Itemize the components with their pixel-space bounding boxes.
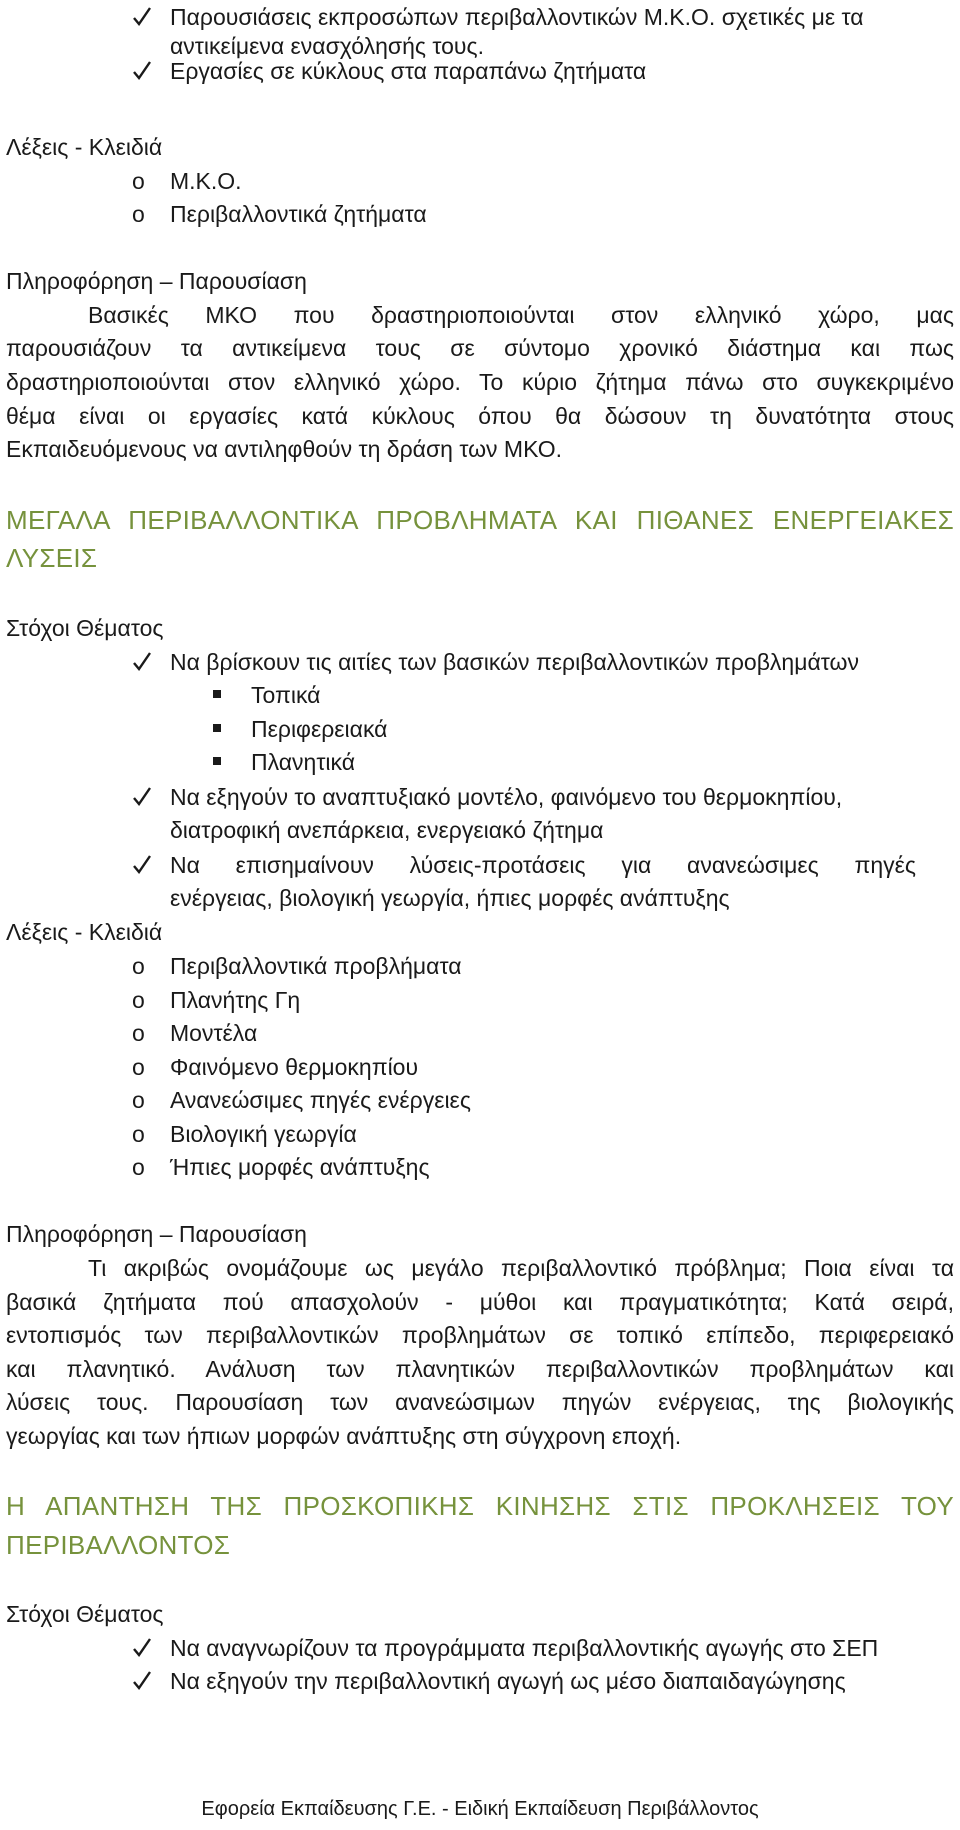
section-heading: Η ΑΠΑΝΤΗΣΗ ΤΗΣ ΠΡΟΣΚΟΠΙΚΗΣ ΚΙΝΗΣΗΣ ΣΤΙΣ ΠΡΟΚΛΗΣΕΙΣ ΤΟΥ <box>6 1491 954 1521</box>
paragraph-line: παρουσιάζουν τα αντικείμενα τους σε σύντομο χρονικό διάστημα και πως <box>6 335 954 361</box>
circle-bullet-icon: o <box>132 1054 145 1080</box>
page-footer: Εφορεία Εκπαίδευσης Γ.Ε. - Ειδική Εκπαίδευση Περιβάλλοντος <box>201 1798 759 1820</box>
info-label: Πληροφόρηση – Παρουσίαση <box>6 1221 307 1247</box>
paragraph-line: Βασικές ΜΚΟ που δραστηριοποιούνται στον ελληνικό χώρο, μας <box>88 302 954 328</box>
goals-label: Στόχοι Θέματος <box>6 1601 164 1627</box>
keyword-text: Ήπιες μορφές ανάπτυξης <box>170 1154 430 1180</box>
goals-label: Στόχοι Θέματος <box>6 615 164 641</box>
checkmark-icon <box>132 0 152 34</box>
paragraph-line: βασικά ζητήματα πού απασχολούν - μύθοι και πραγματικότητα; Κατά σειρά, <box>6 1289 954 1315</box>
keyword-text: Μ.Κ.Ο. <box>170 168 242 194</box>
square-bullet-icon <box>213 757 221 765</box>
keywords-label: Λέξεις - Κλειδιά <box>6 919 163 945</box>
section-heading: ΛΥΣΕΙΣ <box>6 543 98 573</box>
paragraph-line: και πλανητικό. Ανάλυση των πλανητικών περιβαλλοντικών προβλημάτων και <box>6 1356 954 1382</box>
square-bullet-icon <box>213 724 221 732</box>
keyword-text: Ανανεώσιμες πηγές ενέργειες <box>170 1087 471 1113</box>
checklist-item-text: Παρουσιάσεις εκπροσώπων περιβαλλοντικών Μ.Κ.Ο. σχετικές με τα <box>170 4 864 30</box>
checkmark-icon <box>132 54 152 88</box>
checkmark-icon <box>132 1664 152 1698</box>
checklist-item-text: Να επισημαίνουν λύσεις-προτάσεις για ανανεώσιμες πηγές <box>170 852 916 878</box>
keyword-text: Περιβαλλοντικά ζητήματα <box>170 201 427 227</box>
checkmark-icon <box>132 1631 152 1665</box>
paragraph-line: Εκπαιδευόμενους να αντιληφθούν τη δράση των ΜΚΟ. <box>6 436 563 462</box>
paragraph-line: γεωργίας και των ήπιων μορφών ανάπτυξης στη σύγχρονη εποχή. <box>6 1423 682 1449</box>
paragraph-line: λύσεις τους. Παρουσίαση των ανανεώσιμων πηγών ενέργειας, της βιολογικής <box>6 1389 954 1415</box>
checklist-item-continuation: ενέργειας, βιολογική γεωργία, ήπιες μορφές ανάπτυξης <box>170 885 730 911</box>
circle-bullet-icon: o <box>132 201 145 227</box>
checklist-item-text: Να εξηγούν το αναπτυξιακό μοντέλο, φαινόμενο του θερμοκηπίου, <box>170 784 843 810</box>
checkmark-icon <box>132 645 152 679</box>
sub-item-text: Τοπικά <box>251 682 321 708</box>
sub-item-text: Περιφερειακά <box>251 716 388 742</box>
checkmark-icon <box>132 848 152 882</box>
checkmark-icon <box>132 780 152 814</box>
circle-bullet-icon: o <box>132 1121 145 1147</box>
section-heading: ΠΕΡΙΒΑΛΛΟΝΤΟΣ <box>6 1530 231 1560</box>
paragraph-line: θέμα είναι οι εργασίες κατά κύκλους όπου θα δώσουν τη δυνατότητα στους <box>6 403 954 429</box>
circle-bullet-icon: o <box>132 1020 145 1046</box>
checklist-item-text: Να αναγνωρίζουν τα προγράμματα περιβαλλοντικής αγωγής στο ΣΕΠ <box>170 1635 879 1661</box>
sub-item-text: Πλανητικά <box>251 749 356 775</box>
checklist-item-continuation: διατροφική ανεπάρκεια, ενεργειακό ζήτημα <box>170 817 604 843</box>
paragraph-line: δραστηριοποιούνται στον ελληνικό χώρο. Το κύριο ζήτημα πάνω στο συγκεκριμένο <box>6 369 954 395</box>
info-label: Πληροφόρηση – Παρουσίαση <box>6 268 307 294</box>
square-bullet-icon <box>213 690 221 698</box>
checklist-item-text: Να εξηγούν την περιβαλλοντική αγωγή ως μέσο διαπαιδαγώγησης <box>170 1668 846 1694</box>
circle-bullet-icon: o <box>132 953 145 979</box>
circle-bullet-icon: o <box>132 1087 145 1113</box>
circle-bullet-icon: o <box>132 1154 145 1180</box>
keyword-text: Μοντέλα <box>170 1020 258 1046</box>
paragraph-line: Τι ακριβώς ονομάζουμε ως μεγάλο περιβαλλοντικό πρόβλημα; Ποια είναι τα <box>88 1255 954 1281</box>
section-heading: ΜΕΓΑΛΑ ΠΕΡΙΒΑΛΛΟΝΤΙΚΑ ΠΡΟΒΛΗΜΑΤΑ ΚΑΙ ΠΙΘΑΝΕΣ ΕΝΕΡΓΕΙΑΚΕΣ <box>6 505 954 535</box>
checklist-item-text: Να βρίσκουν τις αιτίες των βασικών περιβαλλοντικών προβλημάτων <box>170 649 859 675</box>
paragraph-line: εντοπισμός των περιβαλλοντικών προβλημάτων σε τοπικό επίπεδο, περιφερειακό <box>6 1322 954 1348</box>
keyword-text: Περιβαλλοντικά προβλήματα <box>170 953 462 979</box>
checklist-item-text: Εργασίες σε κύκλους στα παραπάνω ζητήματα <box>170 58 647 84</box>
keyword-text: Φαινόμενο θερμοκηπίου <box>170 1054 419 1080</box>
keyword-text: Βιολογική γεωργία <box>170 1121 357 1147</box>
circle-bullet-icon: o <box>132 168 145 194</box>
keywords-label: Λέξεις - Κλειδιά <box>6 134 163 160</box>
circle-bullet-icon: o <box>132 987 145 1013</box>
keyword-text: Πλανήτης Γη <box>170 987 301 1013</box>
checklist-item-continuation: αντικείμενα ενασχόλησής τους. <box>170 33 484 59</box>
